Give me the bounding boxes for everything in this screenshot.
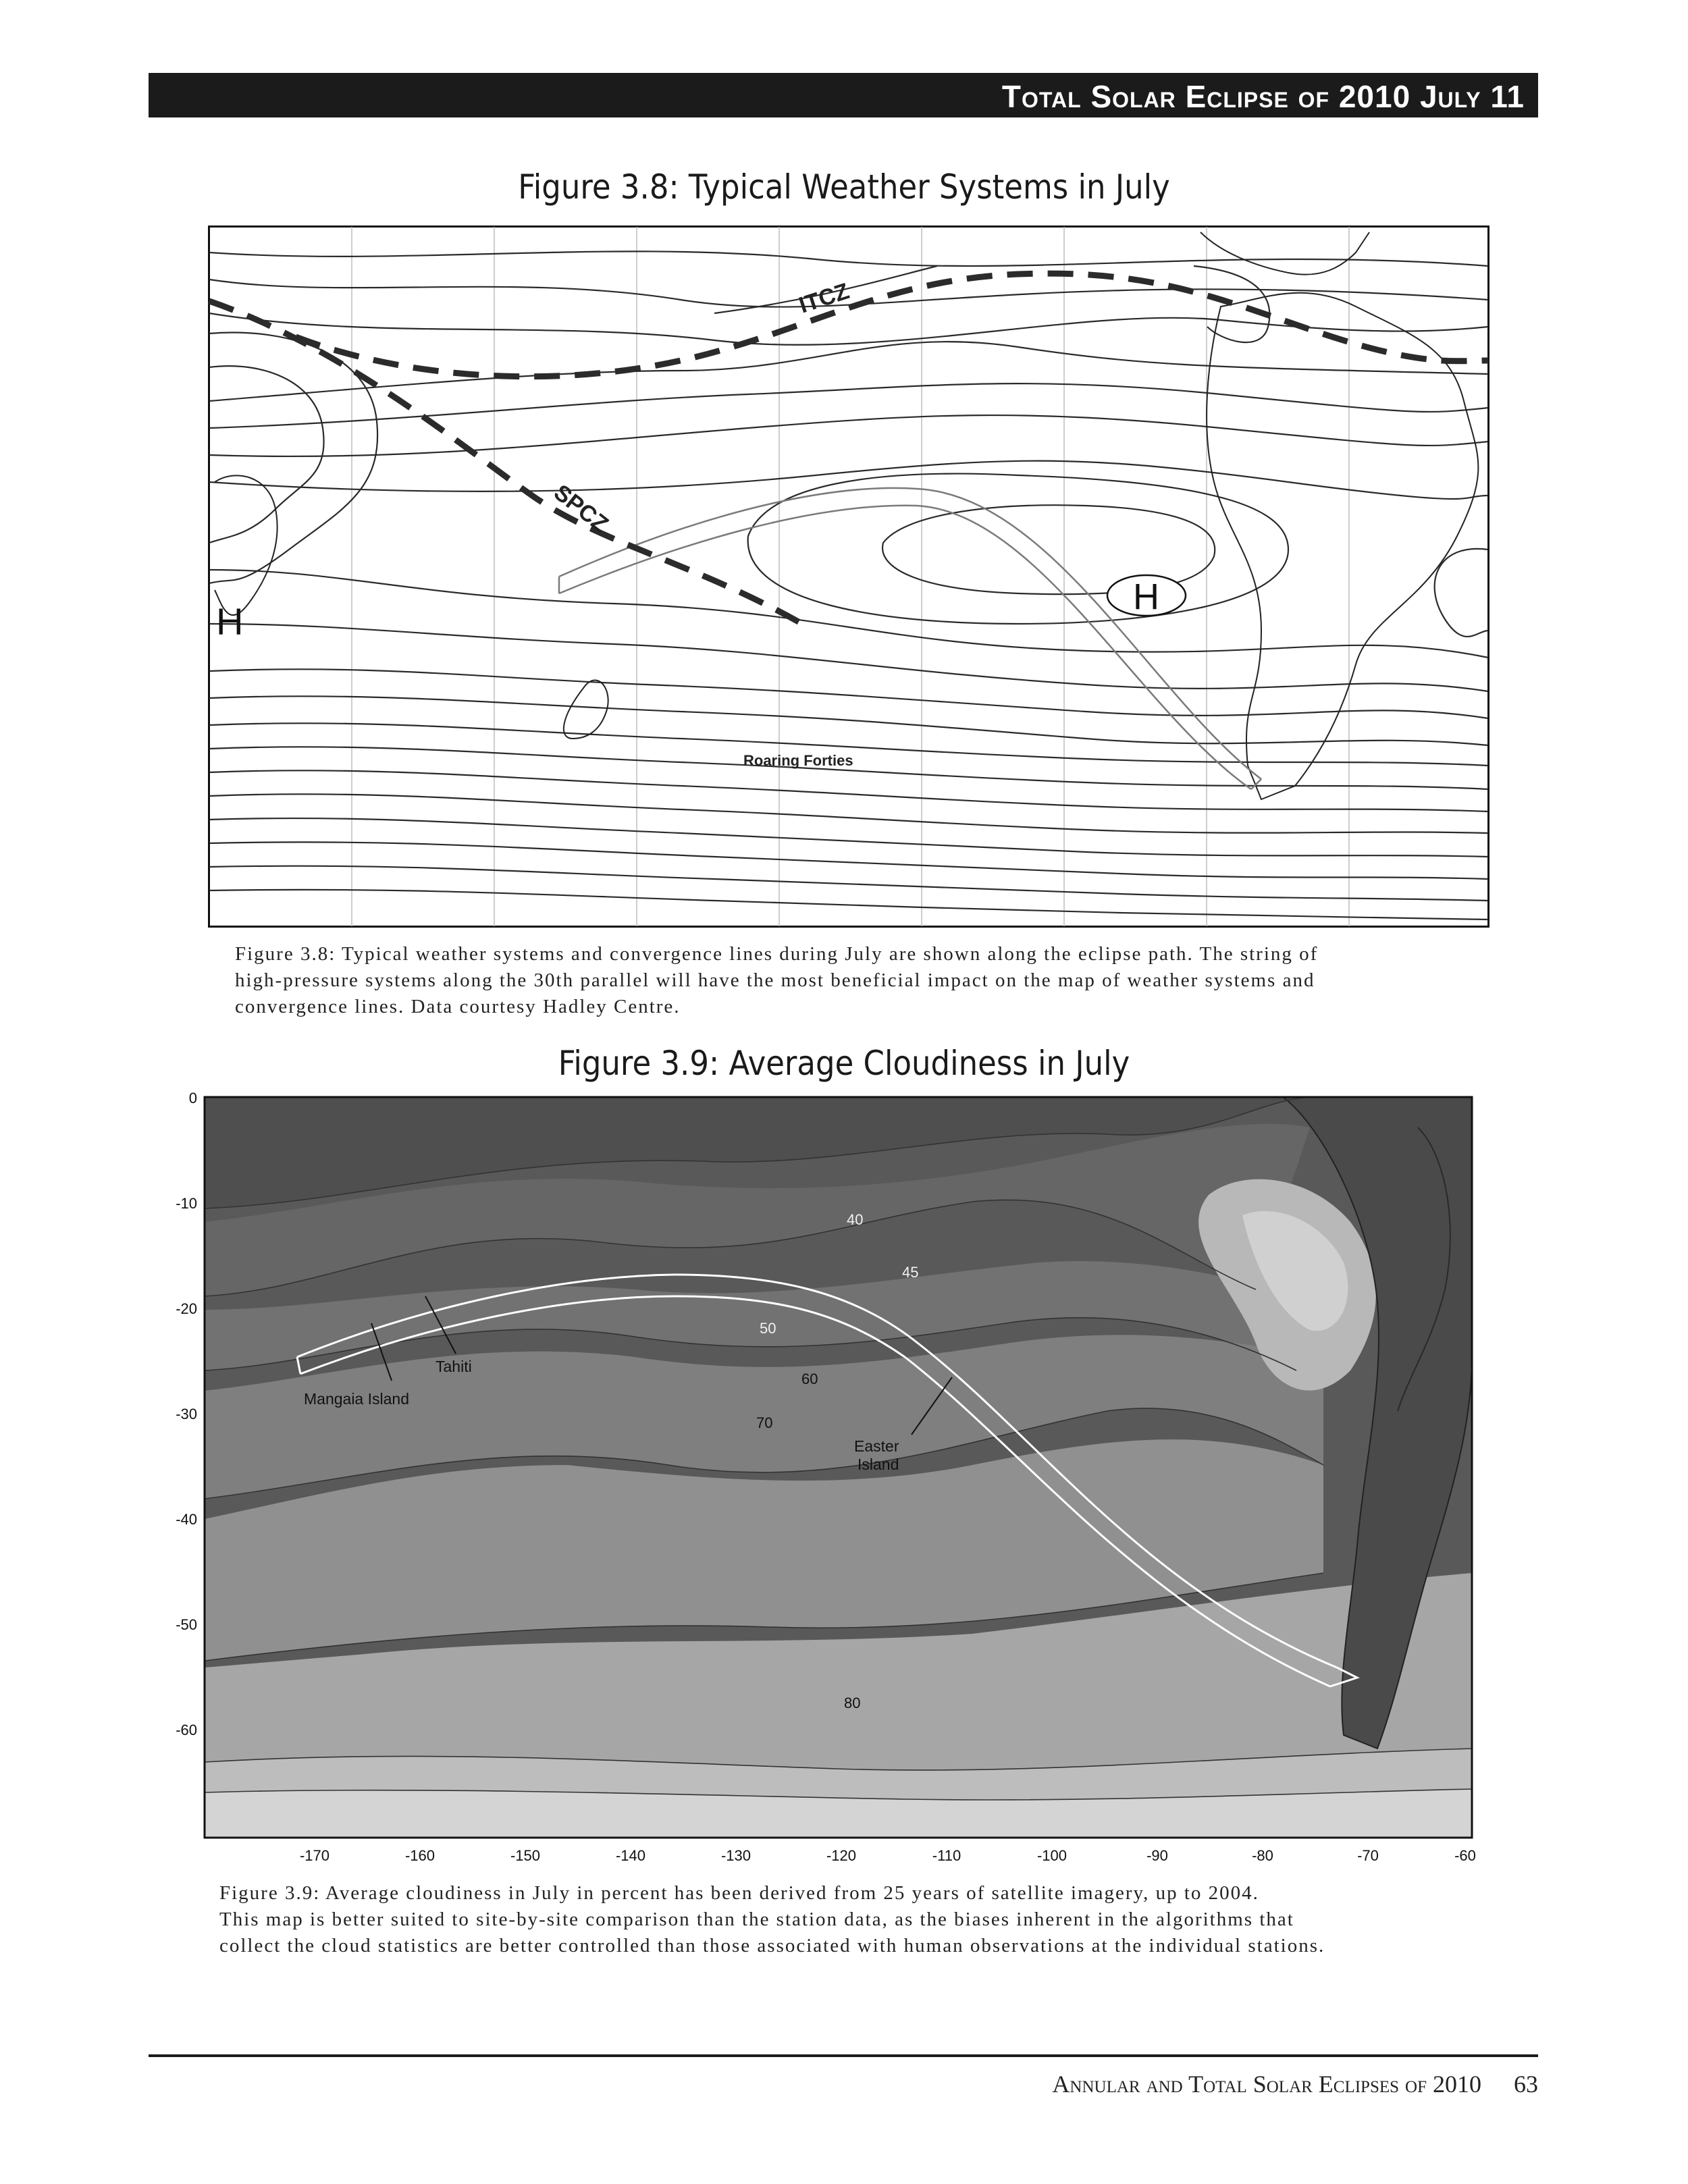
running-header-title: Total Solar Eclipse of 2010 July 11 bbox=[1001, 79, 1525, 114]
x-tick: -170 bbox=[299, 1847, 330, 1864]
figure-3-8-title: Figure 3.8: Typical Weather Systems in July bbox=[518, 167, 1170, 207]
x-axis bbox=[300, 1847, 1476, 1864]
footer-rule bbox=[149, 2054, 1538, 2057]
y-tick: -60 bbox=[176, 1722, 197, 1738]
caption-line: collect the cloud statistics are better controlled than those associated with human observations at the individual stations. bbox=[219, 1935, 1325, 1956]
x-tick: -130 bbox=[720, 1847, 751, 1864]
y-tick: -40 bbox=[176, 1511, 197, 1528]
page-number: 63 bbox=[1514, 2071, 1538, 2098]
y-tick: -30 bbox=[176, 1406, 197, 1422]
weather-systems-map bbox=[208, 225, 1489, 928]
figure-3-9-caption bbox=[219, 1880, 1502, 1959]
x-tick: -70 bbox=[1357, 1847, 1379, 1864]
y-tick: -50 bbox=[176, 1616, 197, 1633]
running-header bbox=[149, 73, 1538, 117]
contour-label-80: 80 bbox=[844, 1695, 861, 1711]
y-tick: -20 bbox=[176, 1300, 197, 1317]
y-tick: -10 bbox=[176, 1195, 197, 1212]
x-tick: -150 bbox=[510, 1847, 541, 1864]
x-tick: -100 bbox=[1036, 1847, 1067, 1864]
x-tick: -60 bbox=[1454, 1847, 1476, 1864]
x-tick: -110 bbox=[932, 1847, 961, 1864]
x-tick: -160 bbox=[404, 1847, 436, 1864]
contour-label-50: 50 bbox=[760, 1320, 776, 1337]
running-footer bbox=[1052, 2070, 1538, 2098]
mangaia-island-label: Mangaia Island bbox=[304, 1390, 409, 1408]
footer-title: Annular and Total Solar Eclipses of 2010 bbox=[1052, 2071, 1481, 2098]
cloudiness-map bbox=[162, 1087, 1506, 1870]
easter-island-label-line2: Island bbox=[858, 1456, 899, 1473]
y-tick: 0 bbox=[188, 1090, 197, 1107]
spcz-label: SPCZ bbox=[549, 479, 613, 538]
x-tick: -80 bbox=[1252, 1847, 1273, 1864]
contour-label-60: 60 bbox=[801, 1370, 818, 1387]
x-tick: -120 bbox=[826, 1847, 857, 1864]
caption-line: Figure 3.8: Typical weather systems and convergence lines during July are shown along the eclipse path. The string of bbox=[235, 943, 1319, 965]
contour-label-40: 40 bbox=[847, 1211, 864, 1228]
figure-3-9-title: Figure 3.9: Average Cloudiness in July bbox=[558, 1044, 1130, 1083]
y-axis bbox=[176, 1090, 197, 1738]
high-pressure-east bbox=[1107, 575, 1186, 617]
contour-label-45: 45 bbox=[902, 1264, 919, 1281]
x-tick: -140 bbox=[615, 1847, 646, 1864]
figure-3-8-caption bbox=[235, 941, 1491, 1020]
caption-line: This map is better suited to site-by-site comparison than the station data, as the biases inherent in the algorithms that bbox=[219, 1909, 1294, 1930]
caption-line: high-pressure systems along the 30th parallel will have the most beneficial impact on the map of weather systems and bbox=[235, 969, 1315, 991]
itcz-label: ITCZ bbox=[795, 278, 853, 319]
x-tick: -90 bbox=[1146, 1847, 1168, 1864]
contour-label-70: 70 bbox=[756, 1414, 773, 1431]
easter-island-label-line1: Easter bbox=[854, 1437, 899, 1455]
high-west-label: H bbox=[216, 600, 244, 643]
high-east-label: H bbox=[1133, 577, 1159, 617]
caption-line: convergence lines. Data courtesy Hadley Centre. bbox=[235, 996, 681, 1017]
tahiti-label: Tahiti bbox=[436, 1358, 472, 1375]
roaring-forties-label: Roaring Forties bbox=[743, 752, 853, 769]
caption-line: Figure 3.9: Average cloudiness in July in percent has been derived from 25 years of satellite imagery, up to 2004. bbox=[219, 1882, 1259, 1904]
